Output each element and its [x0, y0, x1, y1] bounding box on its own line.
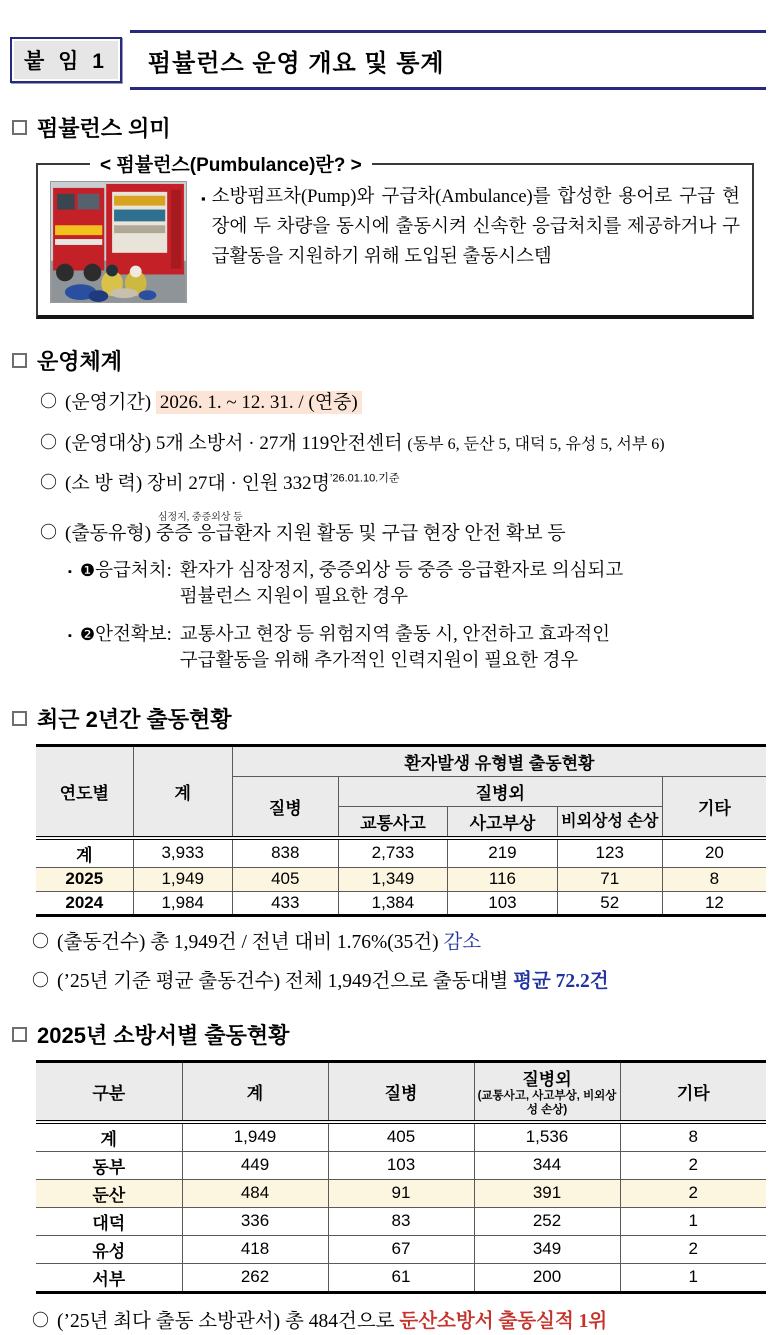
station-dispatch-table: [36, 1060, 766, 1294]
table-row-2024: [36, 891, 766, 915]
col-header-disease: 질병: [328, 1062, 474, 1122]
table-row-2025: [36, 867, 766, 891]
subitem-title: 안전확보:: [95, 624, 172, 645]
operation-target-item: [40, 430, 766, 458]
cell: 123: [557, 838, 662, 868]
col-header-category: 구분: [36, 1062, 182, 1122]
page-title: 펌뷸런스 운영 개요 및 통계: [130, 30, 766, 90]
cell: 1,536: [474, 1122, 620, 1152]
small-square-bullet-icon: ▪: [68, 566, 72, 579]
subitem-line2: 구급활동을 위해 추가적인 인력지원이 필요한 경우: [179, 650, 579, 671]
circle-bullet-icon: 〇: [32, 1310, 49, 1330]
circle-bullet-icon: 〇: [40, 392, 57, 411]
cell: 262: [182, 1263, 328, 1292]
section-meaning-heading: [12, 112, 766, 143]
section-by-station-title: 2025년 소방서별 출동현황: [37, 1023, 290, 1049]
decrease-accent: 감소: [443, 931, 482, 953]
cell: 2025: [36, 867, 133, 891]
average-count-bullet: [32, 968, 766, 995]
square-bullet-icon: [12, 120, 27, 135]
cell: 1,949: [182, 1122, 328, 1152]
cell: 83: [328, 1207, 474, 1235]
cell: 2: [620, 1151, 766, 1179]
section-meaning-title: 펌뷸런스 의미: [37, 116, 171, 141]
cell: 418: [182, 1235, 328, 1263]
small-square-bullet-icon: ▪: [68, 629, 72, 642]
col-header-nontrauma: 비외상성 손상: [557, 806, 662, 838]
cell: 2: [620, 1235, 766, 1263]
col-header-total: 계: [182, 1062, 328, 1122]
small-square-bullet-icon: ▪: [201, 191, 206, 206]
cell: 동부: [36, 1151, 182, 1179]
cell: 1,349: [338, 867, 448, 891]
page-header: [10, 30, 766, 90]
col-header-group: 환자발생 유형별 출동현황: [232, 745, 766, 776]
cell: 116: [448, 867, 558, 891]
subitem-first-aid: [68, 559, 766, 611]
subitem-title: 응급처치:: [95, 561, 172, 582]
circle-bullet-icon: 〇: [40, 522, 57, 542]
cell: 91: [328, 1179, 474, 1207]
col-header-disease: 질병: [232, 776, 338, 838]
operation-force-item: [40, 470, 766, 498]
cell: 12: [662, 891, 766, 915]
cell: 서부: [36, 1263, 182, 1292]
target-note: (동부 6, 둔산 5, 대덕 5, 유성 5, 서부 6): [407, 435, 665, 453]
table-row-total: [36, 838, 766, 868]
recent-dispatch-table: [36, 744, 766, 917]
circle-bullet-icon: 〇: [40, 432, 57, 452]
top-station-accent: 둔산소방서 출동실적 1위: [399, 1310, 608, 1332]
circle-bullet-icon: 〇: [32, 971, 49, 991]
cell: 200: [474, 1263, 620, 1292]
cell: 219: [448, 838, 558, 868]
cell: 391: [474, 1179, 620, 1207]
attachment-badge: 붙 임 1: [10, 37, 122, 83]
average-accent: 평균 72.2건: [513, 971, 609, 993]
cell: 1,384: [338, 891, 448, 915]
cell: 1: [620, 1263, 766, 1292]
cell: 838: [232, 838, 338, 868]
cell: 8: [620, 1122, 766, 1152]
col-header-total: 계: [133, 745, 232, 838]
cell: 484: [182, 1179, 328, 1207]
force-value: 장비 27대 · 인원 332명: [146, 473, 330, 495]
bullet-text: (출동건수) 총 1,949건 / 전년 대비 1.76%(35건): [57, 931, 444, 953]
cell: 433: [232, 891, 338, 915]
section-recent-heading: [12, 703, 766, 734]
circle-bullet-icon: 〇: [40, 473, 57, 493]
circle-bullet-icon: 〇: [32, 931, 49, 951]
table-row-daedeok: [36, 1207, 766, 1235]
col-header-year: 연도별: [36, 745, 133, 838]
top-station-bullet: [32, 1308, 766, 1335]
circled-number-1: ❶: [79, 561, 96, 581]
cell: 52: [557, 891, 662, 915]
cell: 20: [662, 838, 766, 868]
item-label: (소 방 력): [65, 473, 143, 495]
table-row-seobu: [36, 1263, 766, 1292]
subitem-line1: 환자가 심장정지, 중증외상 등 중증 응급환자로 의심되고: [179, 561, 624, 582]
cell: 449: [182, 1151, 328, 1179]
subitem-line2: 펌뷸런스 지원이 필요한 경우: [179, 587, 409, 608]
type-rest: 지원 활동 및 구급 현장 안전 확보 등: [275, 522, 566, 544]
cell: 계: [36, 1122, 182, 1152]
ruby-annotation: 심정지, 중증외상 등: [157, 511, 243, 523]
cell: 336: [182, 1207, 328, 1235]
cell: 71: [557, 867, 662, 891]
definition-text: 소방펌프차(Pump)와 구급차(Ambulance)를 합성한 용어로 구급 현장에 두 차량을 동시에 출동시켜 신속한 응급처치를 제공하거나 구급활동을 지원하기 위해 도입된 출동시스템: [211, 187, 740, 267]
section-recent-title: 최근 2년간 출동현황: [37, 706, 232, 732]
col-header-injury: 사고부상: [448, 806, 558, 838]
col-header-nondisease: 질병외 (교통사고, 사고부상, 비외상성 손상): [474, 1062, 620, 1122]
item-label: (출동유형): [65, 522, 152, 544]
force-basis-date: ’26.01.10.기준: [329, 472, 400, 485]
cell: 344: [474, 1151, 620, 1179]
item-label: (운영기간): [65, 392, 152, 413]
cell: 103: [328, 1151, 474, 1179]
item-label: (운영대상): [65, 432, 152, 454]
cell: 405: [232, 867, 338, 891]
bullet-text: (’25년 최다 출동 소방관서) 총 484건으로: [57, 1310, 400, 1332]
subitem-line1: 교통사고 현장 등 위험지역 출동 시, 안전하고 효과적인: [179, 624, 610, 645]
definition-box: [36, 155, 754, 319]
cell: 61: [328, 1263, 474, 1292]
operation-period-item: [40, 389, 766, 417]
ruby-base: 심정지, 중증외상 등 중증 응급환자: [155, 511, 271, 544]
square-bullet-icon: [12, 1027, 27, 1042]
square-bullet-icon: [12, 353, 27, 368]
table-row-dongbu: [36, 1151, 766, 1179]
cell: 계: [36, 838, 133, 868]
table-row-dunsan: [36, 1179, 766, 1207]
section-operation-heading: [12, 345, 766, 376]
cell: 252: [474, 1207, 620, 1235]
col-header-etc: 기타: [620, 1062, 766, 1122]
table-row-total: [36, 1122, 766, 1152]
cell: 2: [620, 1179, 766, 1207]
cell: 349: [474, 1235, 620, 1263]
col-header-traffic: 교통사고: [338, 806, 448, 838]
section-by-station-heading: [12, 1019, 766, 1050]
cell: 대덕: [36, 1207, 182, 1235]
bullet-text: (’25년 기준 평균 출동건수) 전체 1,949건으로 출동대별: [57, 971, 514, 993]
cell: 둔산: [36, 1179, 182, 1207]
definition-box-title: < 펌뷸런스(Pumbulance)란? >: [90, 150, 372, 177]
col-header-etc: 기타: [662, 776, 766, 838]
circled-number-2: ❷: [79, 624, 96, 644]
cell: 67: [328, 1235, 474, 1263]
subitem-safety: [68, 623, 766, 675]
cell: 1: [620, 1207, 766, 1235]
cell: 405: [328, 1122, 474, 1152]
cell: 8: [662, 867, 766, 891]
highlighted-period: 2026. 1. ~ 12. 31. / (연중): [156, 391, 362, 414]
cell: 2024: [36, 891, 133, 915]
pumbulance-photo: [50, 181, 187, 303]
dispatch-count-bullet: [32, 929, 766, 956]
cell: 유성: [36, 1235, 182, 1263]
cell: 3,933: [133, 838, 232, 868]
square-bullet-icon: [12, 711, 27, 726]
nondisease-note: (교통사고, 사고부상, 비외상성 손상): [477, 1090, 617, 1117]
operation-type-item: [40, 511, 766, 548]
table-row-yuseong: [36, 1235, 766, 1263]
cell: 1,949: [133, 867, 232, 891]
cell: 1,984: [133, 891, 232, 915]
cell: 103: [448, 891, 558, 915]
cell: 2,733: [338, 838, 448, 868]
col-header-nondisease: 질병외: [338, 776, 662, 806]
target-value: 5개 소방서 · 27개 119안전센터: [155, 432, 403, 454]
section-operation-title: 운영체계: [37, 349, 123, 374]
